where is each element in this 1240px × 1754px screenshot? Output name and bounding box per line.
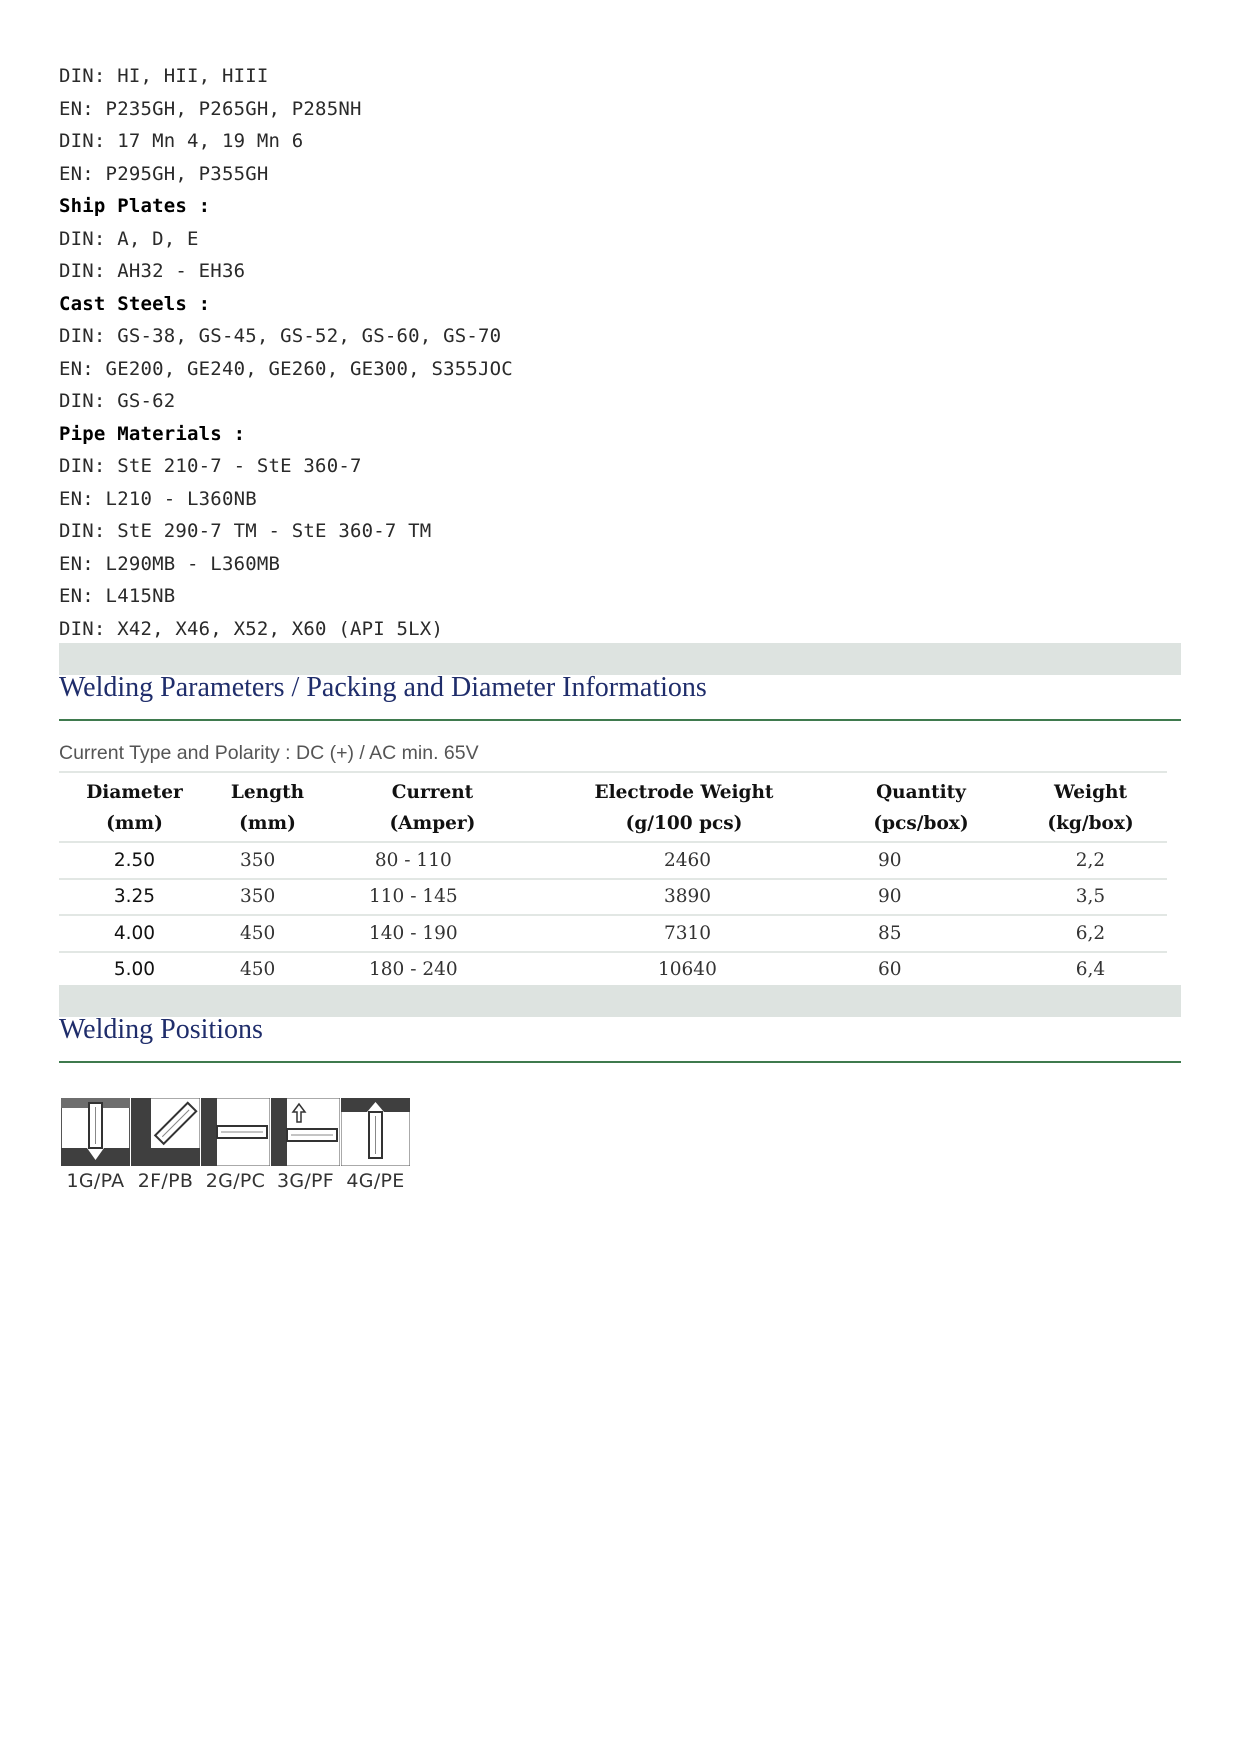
- cell-weight: 6,2: [1014, 915, 1167, 952]
- welding-positions-title: Welding Positions: [59, 1014, 263, 1045]
- material-group-heading: Pipe Materials :: [59, 422, 246, 445]
- cell-diameter: 2.50: [59, 842, 210, 879]
- cell-diameter: 5.00: [59, 952, 210, 989]
- cell-quantity: 90: [828, 879, 1014, 916]
- current-polarity-text: Current Type and Polarity : DC (+) / AC min. 65V: [59, 742, 479, 764]
- table-row: [59, 879, 1167, 916]
- overhead-position-icon: [341, 1098, 410, 1166]
- material-line: DIN: GS-38, GS-45, GS-52, GS-60, GS-70: [59, 325, 502, 347]
- cell-diameter: 4.00: [59, 915, 210, 952]
- material-line: DIN: StE 210-7 - StE 360-7: [59, 455, 362, 477]
- section-divider: [59, 1061, 1181, 1063]
- welding-parameters-title: Welding Parameters / Packing and Diameter Informations: [59, 672, 707, 703]
- cell-length: 450: [210, 952, 325, 989]
- position-2f-pb: [131, 1098, 200, 1192]
- cell-quantity: 60: [828, 952, 1014, 989]
- position-label: 2F/PB: [137, 1170, 194, 1192]
- cell-current: 140 - 190: [325, 915, 540, 952]
- material-line: EN: GE200, GE240, GE260, GE300, S355JOC: [59, 357, 513, 380]
- header-current: Current (Amper): [325, 772, 540, 842]
- position-3g-pf: [271, 1098, 340, 1192]
- material-line: EN: L415NB: [59, 585, 176, 607]
- cell-electrode-weight: 10640: [540, 952, 828, 989]
- position-4g-pe: [341, 1098, 410, 1192]
- material-group-heading: Cast Steels :: [59, 292, 211, 315]
- material-line: DIN: 17 Mn 4, 19 Mn 6: [59, 130, 304, 152]
- position-1g-pa: [61, 1098, 130, 1192]
- material-line: EN: L290MB - L360MB: [59, 552, 281, 575]
- cell-length: 350: [210, 842, 325, 879]
- horizontal-position-icon: [201, 1098, 270, 1166]
- position-label: 4G/PE: [346, 1170, 405, 1192]
- section-band: [59, 643, 1181, 675]
- header-length: Length (mm): [210, 772, 325, 842]
- vertical-up-position-icon: [271, 1098, 340, 1166]
- cell-length: 450: [210, 915, 325, 952]
- cell-current: 180 - 240: [325, 952, 540, 989]
- cell-quantity: 90: [828, 842, 1014, 879]
- material-group-heading: Ship Plates :: [59, 195, 211, 217]
- position-2g-pc: [201, 1098, 270, 1192]
- cell-weight: 6,4: [1014, 952, 1167, 989]
- material-line: DIN: StE 290-7 TM - StE 360-7 TM: [59, 520, 432, 542]
- welding-positions-row: [61, 1098, 411, 1192]
- material-line: DIN: X42, X46, X52, X60 (API 5LX): [59, 617, 444, 640]
- table-row: [59, 915, 1167, 952]
- flat-position-icon: [61, 1098, 130, 1166]
- cell-electrode-weight: 3890: [540, 879, 828, 916]
- header-diameter: Diameter (mm): [59, 772, 210, 842]
- material-line: DIN: GS-62: [59, 390, 176, 412]
- position-label: 1G/PA: [66, 1170, 125, 1192]
- cell-diameter: 3.25: [59, 879, 210, 916]
- table-header-row: [59, 772, 1167, 842]
- welding-parameters-table: [59, 771, 1167, 989]
- header-weight: Weight (kg/box): [1014, 772, 1167, 842]
- base-material-list: [59, 60, 1179, 645]
- horizontal-fillet-position-icon: [131, 1098, 200, 1166]
- header-electrode-weight: Electrode Weight (g/100 pcs): [540, 772, 828, 842]
- position-label: 3G/PF: [276, 1170, 335, 1192]
- table-row: [59, 842, 1167, 879]
- material-line: DIN: HI, HII, HIII: [59, 65, 269, 87]
- cell-weight: 3,5: [1014, 879, 1167, 916]
- material-line: DIN: A, D, E: [59, 227, 199, 250]
- header-quantity: Quantity (pcs/box): [828, 772, 1014, 842]
- cell-electrode-weight: 7310: [540, 915, 828, 952]
- table-row: [59, 952, 1167, 989]
- cell-current: 80 - 110: [325, 842, 540, 879]
- position-label: 2G/PC: [205, 1170, 266, 1192]
- section-divider: [59, 719, 1181, 721]
- material-line: EN: L210 - L360NB: [59, 487, 257, 510]
- material-line: EN: P235GH, P265GH, P285NH: [59, 97, 362, 120]
- cell-quantity: 85: [828, 915, 1014, 952]
- cell-current: 110 - 145: [325, 879, 540, 916]
- cell-electrode-weight: 2460: [540, 842, 828, 879]
- material-line: EN: P295GH, P355GH: [59, 162, 269, 185]
- cell-length: 350: [210, 879, 325, 916]
- material-line: DIN: AH32 - EH36: [59, 260, 246, 282]
- section-band: [59, 985, 1181, 1017]
- cell-weight: 2,2: [1014, 842, 1167, 879]
